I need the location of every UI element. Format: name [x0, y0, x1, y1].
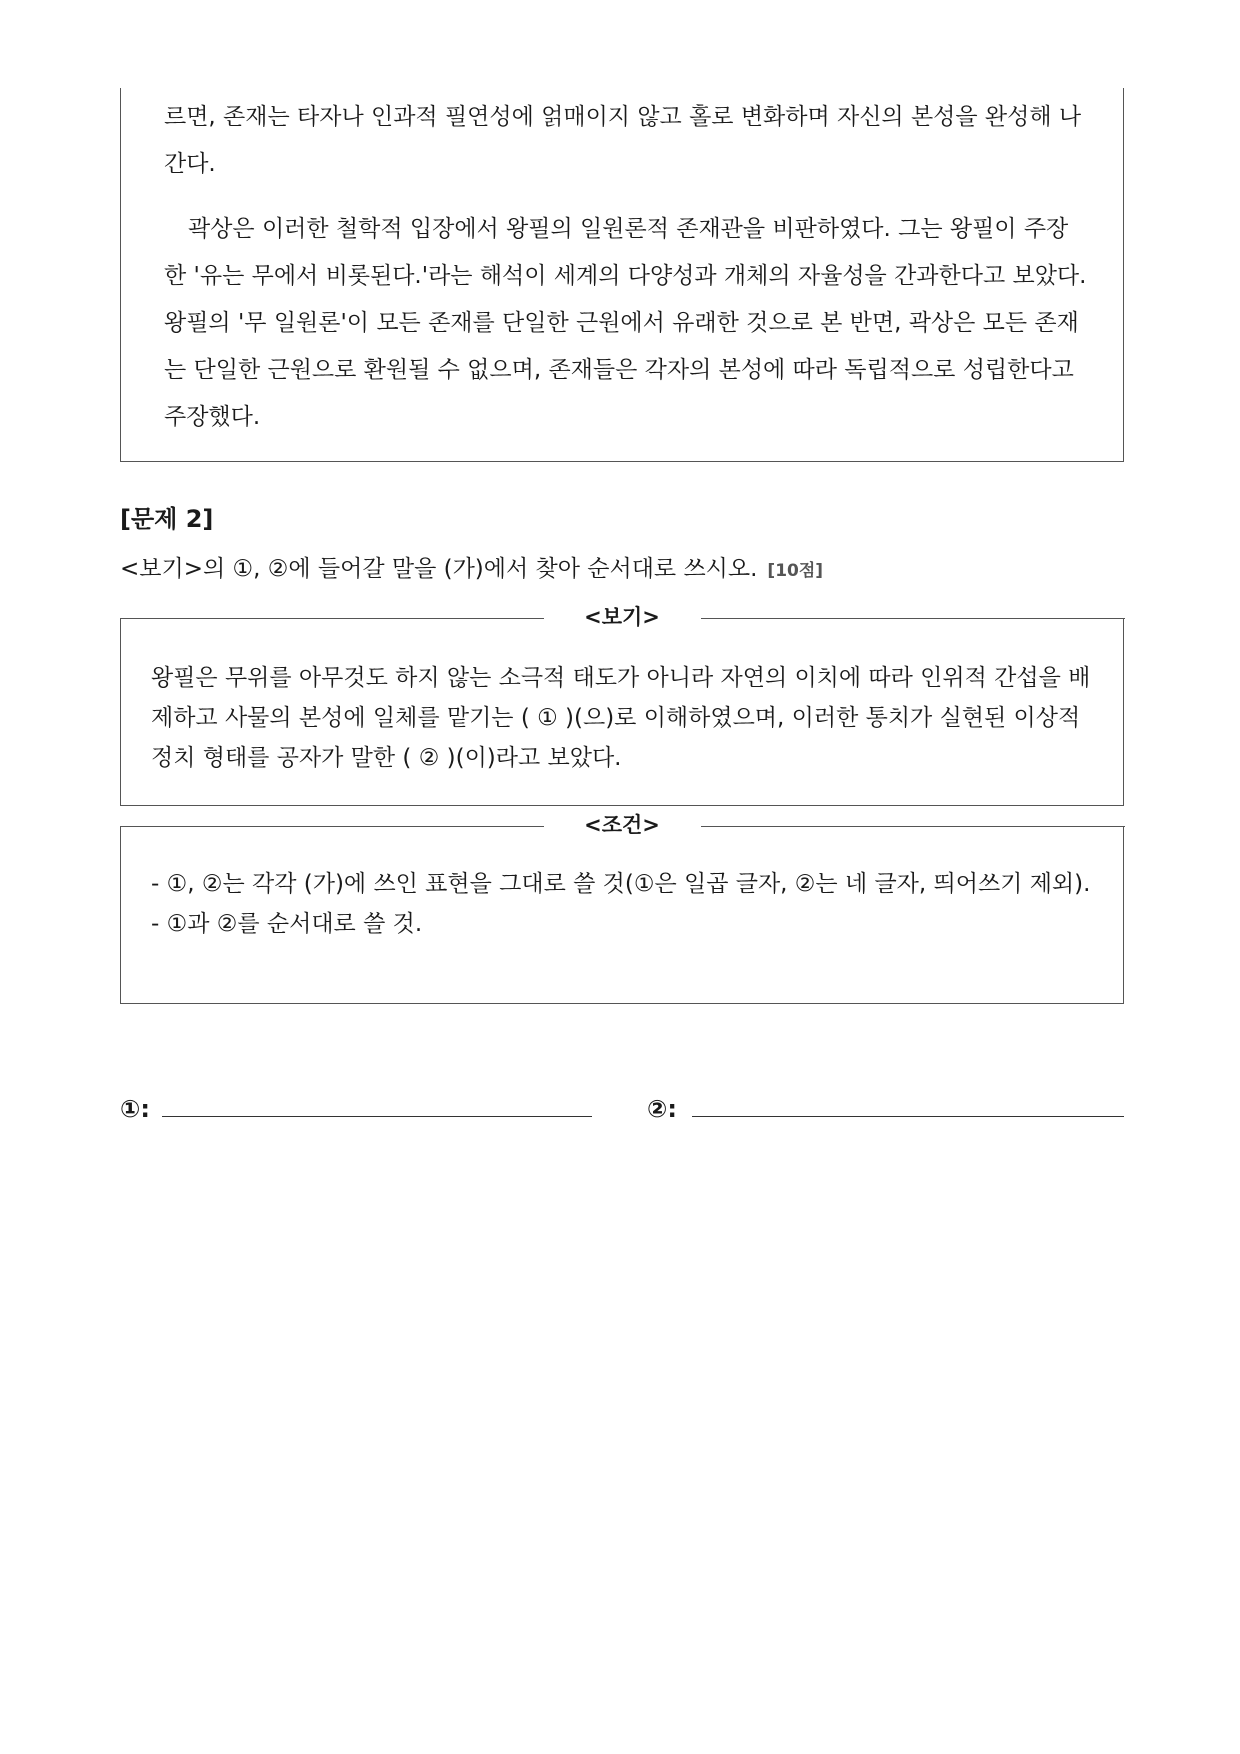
question-title: [문제 2] [120, 505, 214, 533]
question-points: [10점] [767, 561, 824, 581]
answer-2-label: ②: [647, 1095, 677, 1123]
conditions-box [120, 813, 1124, 1004]
bogi-box [120, 605, 1124, 806]
passage-box [120, 88, 1124, 462]
bogi-caption: <보기> [584, 605, 660, 629]
bogi-text: 왕필은 무위를 아무것도 하지 않는 소극적 태도가 아니라 자연의 이치에 따라 인위적 간섭을 배제하고 사물의 본성에 일체를 맡기는 ( ① )(으)로 이해하였으며, 이러한 통치가 실현된 이상적 정치 형태를 공자가 말한 ( ② )(이)라고 보았다. [151, 665, 1091, 771]
answer-1-label: ①: [120, 1095, 150, 1123]
condition-item-1: - ①, ②는 각각 (가)에 쓰인 표현을 그대로 쓸 것(①은 일곱 글자, ②는 네 글자, 띄어쓰기 제외). [151, 871, 1091, 897]
passage-paragraph-2: 곽상은 이러한 철학적 입장에서 왕필의 일원론적 존재관을 비판하였다. 그는 왕필이 주장한 '유는 무에서 비롯된다.'라는 해석이 세계의 다양성과 개체의 자율성을 간과한다고 보았다. 왕필의 '무 일원론'이 모든 존재를 단일한 근원에서 유래한 것으로 본 반면, 곽상은 모든 존재는 단일한 근원으로 환원될 수 없으며, 존재들은 각자의 본성에 따라 독립적으로 성립한다고 주장했다. [164, 216, 1087, 430]
passage-paragraph-1: 르면, 존재는 타자나 인과적 필연성에 얽매이지 않고 홀로 변화하며 자신의 본성을 완성해 나간다. [164, 104, 1082, 177]
condition-item-2: - ①과 ②를 순서대로 쓸 것. [151, 911, 423, 937]
answer-1-line[interactable] [162, 1116, 592, 1117]
question-prompt-text: <보기>의 ①, ②에 들어갈 말을 (가)에서 찾아 순서대로 쓰시오. [120, 556, 758, 582]
conditions-caption: <조건> [584, 813, 660, 837]
answer-2-line[interactable] [692, 1116, 1124, 1117]
question-prompt [120, 552, 823, 588]
